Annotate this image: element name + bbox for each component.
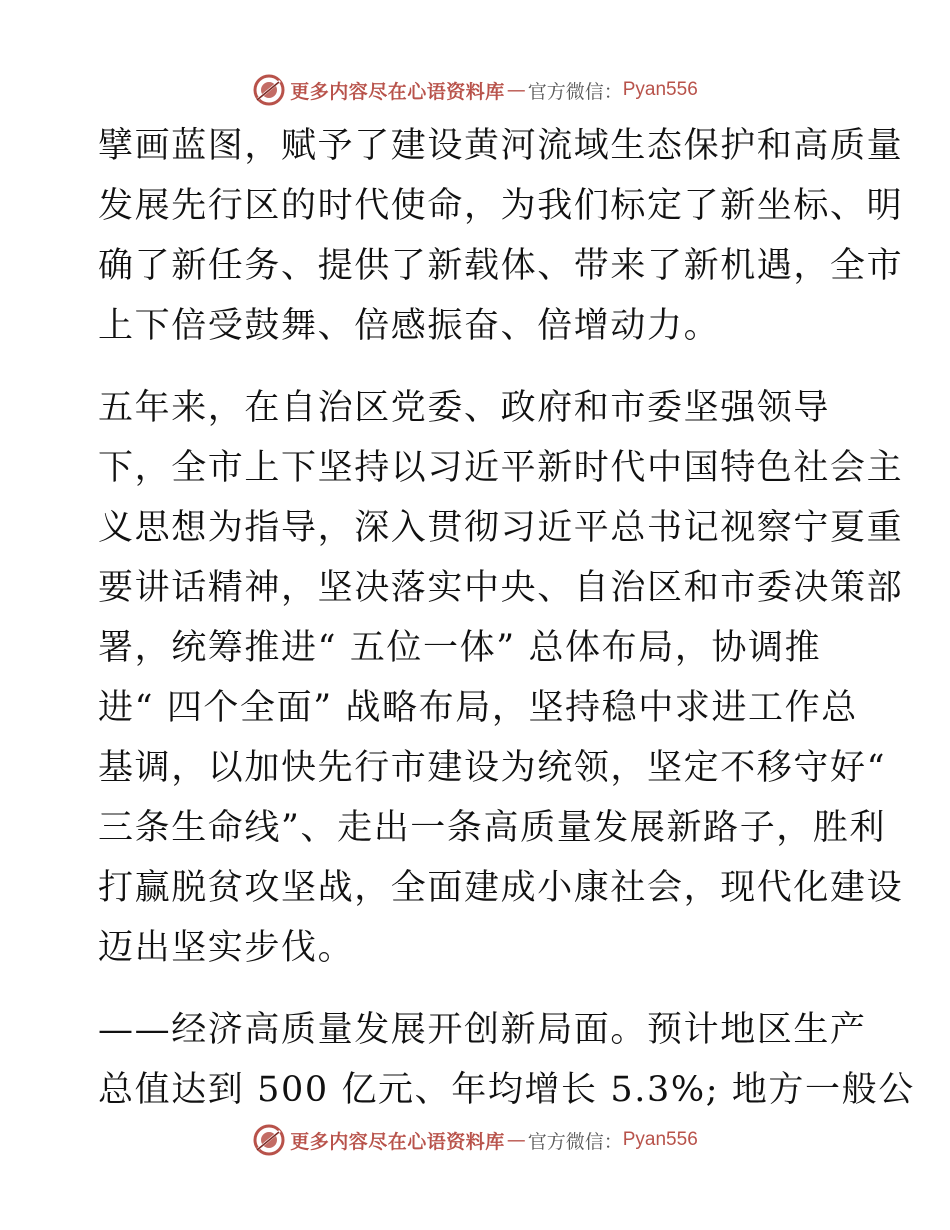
watermark-separator: — [506, 1129, 526, 1151]
text-line: 总值达到 500 亿元、年均增长 5.3%; 地方一般公 [98, 1070, 915, 1110]
paragraph [98, 1000, 915, 1120]
text-line: 打赢脱贫攻坚战，全面建成小康社会，现代化建设 [98, 868, 904, 908]
watermark-text: 更多内容尽在心语资料库 [290, 1130, 505, 1153]
watermark-wechat-id: Pyan556 [622, 1129, 698, 1150]
text-line: 迈出坚实步伐。 [98, 928, 355, 968]
seal-logo-icon [252, 73, 286, 107]
paragraph [98, 116, 904, 356]
text-line: 基调，以加快先行市建设为统领，坚定不移守好“ [98, 748, 887, 788]
text-line: 发展先行区的时代使命，为我们标定了新坐标、明 [98, 186, 904, 226]
text-line: 上下倍受鼓舞、倍感振奋、倍增动力。 [98, 306, 721, 346]
text-line: 署，统筹推进“ 五位一体” 总体布局，协调推 [98, 628, 822, 668]
text-line: 擘画蓝图，赋予了建设黄河流域生态保护和高质量 [98, 126, 904, 166]
text-line: 下，全市上下坚持以习近平新时代中国特色社会主 [98, 448, 904, 488]
footer-watermark [0, 1120, 950, 1160]
text-line: 三条生命线”、走出一条高质量发展新路子，胜利 [98, 808, 887, 848]
paragraph [98, 378, 904, 978]
header-watermark [0, 70, 950, 110]
text-line: 义思想为指导，深入贯彻习近平总书记视察宁夏重 [98, 508, 904, 548]
watermark-text: 更多内容尽在心语资料库 [290, 80, 505, 103]
document-body [98, 116, 915, 1120]
text-line: 要讲话精神，坚决落实中央、自治区和市委决策部 [98, 568, 904, 608]
watermark-label: 官方微信： [527, 1130, 623, 1153]
text-line: 五年来，在自治区党委、政府和市委坚强领导 [98, 388, 831, 428]
text-line: 确了新任务、提供了新载体、带来了新机遇，全市 [98, 246, 904, 286]
watermark-separator: — [506, 79, 526, 101]
seal-logo-icon [252, 1123, 286, 1157]
text-line: ——经济高质量发展开创新局面。预计地区生产 [98, 1010, 867, 1050]
text-line: 进“ 四个全面” 战略布局，坚持稳中求进工作总 [98, 688, 858, 728]
watermark-wechat-id: Pyan556 [622, 79, 698, 100]
watermark-label: 官方微信： [527, 80, 623, 103]
